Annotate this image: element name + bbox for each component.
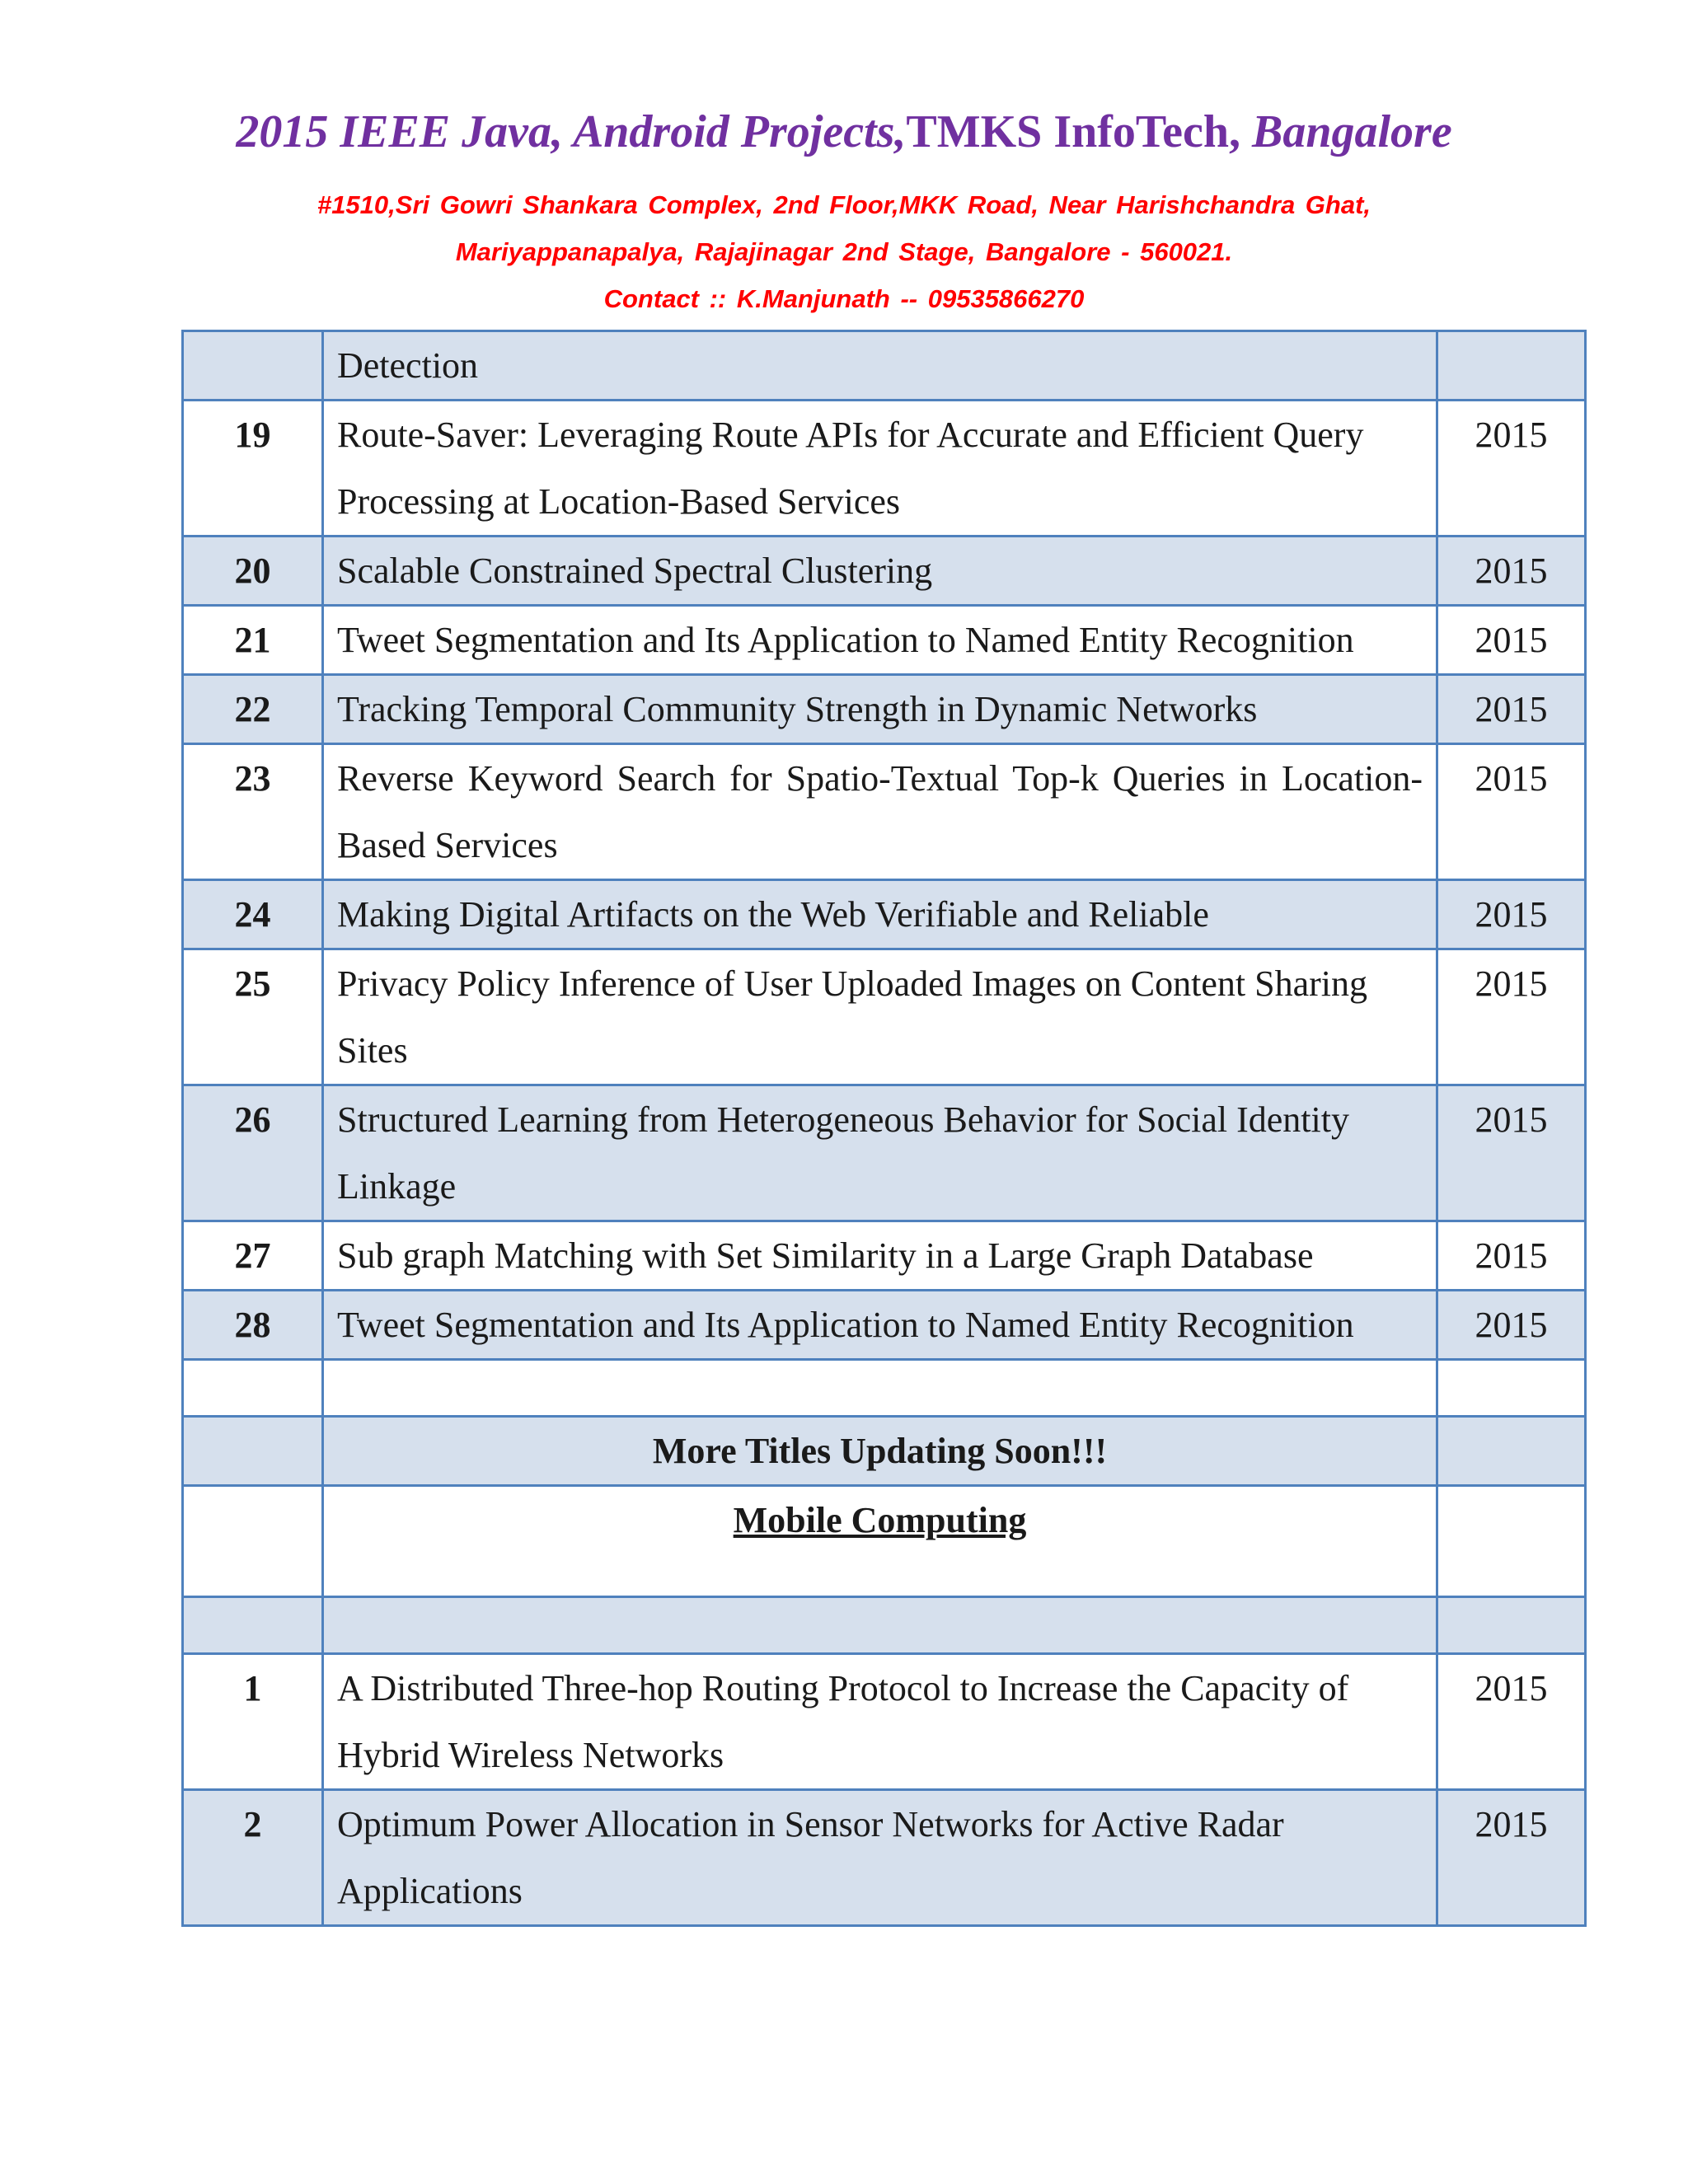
empty-cell [183, 1417, 323, 1486]
empty-cell [1437, 1417, 1586, 1486]
row-number: 22 [183, 675, 323, 744]
row-number: 28 [183, 1291, 323, 1360]
row-number: 24 [183, 880, 323, 949]
address-line-2: Mariyappanapalya, Rajajinagar 2nd Stage, Bangalore - 560021. [455, 237, 1233, 266]
table-row [183, 744, 1586, 880]
row-title: A Distributed Three-hop Routing Protocol to Increase the Capacity of Hybrid Wireless Networks [323, 1654, 1437, 1790]
title-part-company: TMKS InfoTech, [906, 106, 1240, 157]
section-header-row [183, 1486, 1586, 1597]
row-title: Making Digital Artifacts on the Web Verifiable and Reliable [323, 880, 1437, 949]
updating-notice: More Titles Updating Soon!!! [323, 1417, 1437, 1486]
row-title: Tweet Segmentation and Its Application to Named Entity Recognition [323, 606, 1437, 675]
table-row [183, 1221, 1586, 1291]
empty-cell [1437, 1360, 1586, 1417]
section-title: Mobile Computing [323, 1486, 1437, 1597]
row-year: 2015 [1437, 880, 1586, 949]
contact-line: Contact :: K.Manjunath -- 09535866270 [603, 284, 1085, 313]
row-year: 2015 [1437, 606, 1586, 675]
empty-cell [183, 1360, 323, 1417]
row-title: Privacy Policy Inference of User Uploaded Images on Content Sharing Sites [323, 949, 1437, 1085]
empty-row [183, 1360, 1586, 1417]
row-title: Structured Learning from Heterogeneous Behavior for Social Identity Linkage [323, 1085, 1437, 1221]
row-title: Sub graph Matching with Set Similarity in a Large Graph Database [323, 1221, 1437, 1291]
projects-table [181, 330, 1587, 1927]
table-row [183, 401, 1586, 537]
row-title: Tracking Temporal Community Strength in Dynamic Networks [323, 675, 1437, 744]
row-number: 1 [183, 1654, 323, 1790]
notice-row [183, 1417, 1586, 1486]
row-number [183, 331, 323, 401]
row-year: 2015 [1437, 1221, 1586, 1291]
table-row [183, 1790, 1586, 1926]
row-year: 2015 [1437, 675, 1586, 744]
row-number: 19 [183, 401, 323, 537]
row-title: Detection [323, 331, 1437, 401]
empty-cell [183, 1597, 323, 1654]
row-number: 25 [183, 949, 323, 1085]
title-part-city: Bangalore [1251, 106, 1452, 157]
table-row [183, 675, 1586, 744]
row-number: 20 [183, 537, 323, 606]
row-year: 2015 [1437, 949, 1586, 1085]
row-year: 2015 [1437, 1790, 1586, 1926]
table-row [183, 537, 1586, 606]
row-number: 23 [183, 744, 323, 880]
table-row [183, 949, 1586, 1085]
address-line-1: #1510,Sri Gowri Shankara Complex, 2nd Floor,MKK Road, Near Harishchandra Ghat, [316, 190, 1372, 219]
row-year [1437, 331, 1586, 401]
empty-cell [1437, 1486, 1586, 1597]
row-title: Route-Saver: Leveraging Route APIs for Accurate and Efficient Query Processing at Location-Based Services [323, 401, 1437, 537]
document-header [0, 99, 1688, 322]
empty-cell [183, 1486, 323, 1597]
empty-cell [323, 1360, 1437, 1417]
row-title: Scalable Constrained Spectral Clustering [323, 537, 1437, 606]
row-title: Tweet Segmentation and Its Application to Named Entity Recognition [323, 1291, 1437, 1360]
page-title [0, 99, 1688, 165]
row-year: 2015 [1437, 537, 1586, 606]
row-title: Optimum Power Allocation in Sensor Networks for Active Radar Applications [323, 1790, 1437, 1926]
table-row [183, 880, 1586, 949]
empty-row [183, 1597, 1586, 1654]
row-number: 2 [183, 1790, 323, 1926]
row-year: 2015 [1437, 1085, 1586, 1221]
row-year: 2015 [1437, 1291, 1586, 1360]
row-title: Reverse Keyword Search for Spatio-Textual Top-k Queries in Location-Based Services [323, 744, 1437, 880]
row-year: 2015 [1437, 1654, 1586, 1790]
row-number: 27 [183, 1221, 323, 1291]
row-number: 21 [183, 606, 323, 675]
table-row [183, 1085, 1586, 1221]
table-row [183, 331, 1586, 401]
empty-cell [323, 1597, 1437, 1654]
title-part-projects: 2015 IEEE Java, Android Projects, [236, 106, 907, 157]
table-row [183, 1291, 1586, 1360]
table-row [183, 1654, 1586, 1790]
row-number: 26 [183, 1085, 323, 1221]
row-year: 2015 [1437, 744, 1586, 880]
table-row [183, 606, 1586, 675]
empty-cell [1437, 1597, 1586, 1654]
row-year: 2015 [1437, 401, 1586, 537]
